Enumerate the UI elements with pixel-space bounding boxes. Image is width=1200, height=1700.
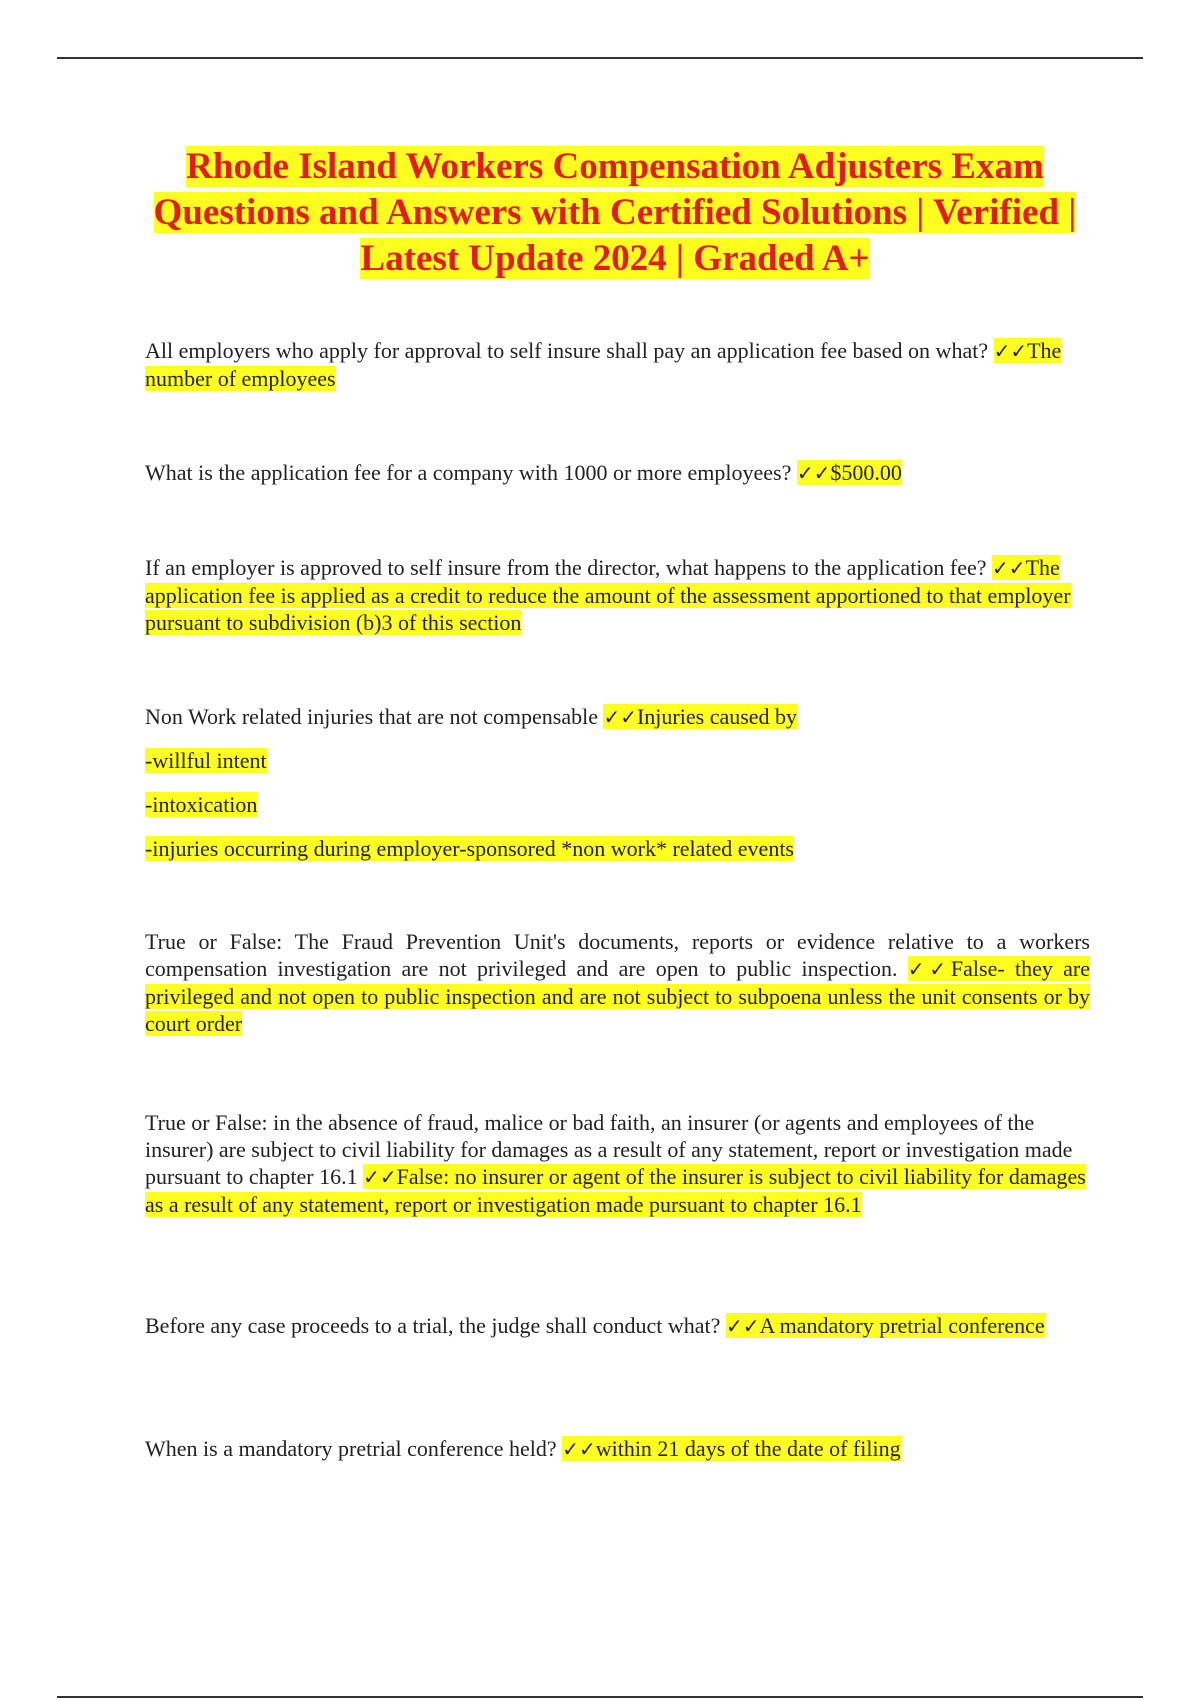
answer-list-item: -injuries occurring during employer-sponsored *non work* related events xyxy=(145,836,794,861)
answer-text: Injuries caused by xyxy=(636,704,798,729)
answer-text: The number of employees xyxy=(145,338,1062,391)
qa-item-1 xyxy=(145,337,1090,392)
answer-text: within 21 days of the date of filing xyxy=(595,1436,901,1461)
question-text: All employers who apply for approval to self insure shall pay an application fee based on what? xyxy=(145,338,989,363)
qa-item-8 xyxy=(145,1435,1090,1463)
question-text: What is the application fee for a company with 1000 or more employees? xyxy=(145,460,792,485)
answer-text: A mandatory pretrial conference xyxy=(759,1313,1045,1338)
answer-list-item: -willful intent xyxy=(145,748,267,773)
answer-text: The application fee is applied as a credit to reduce the amount of the assessment apportioned to that employer pursuant to subdivision (b)3 of this section xyxy=(145,555,1071,635)
checkmark-icon: ✓✓ xyxy=(603,705,637,729)
checkmark-icon: ✓✓ xyxy=(796,461,831,485)
checkmark-icon: ✓✓ xyxy=(993,339,1028,363)
question-text: True or False: in the absence of fraud, malice or bad faith, an insurer (or agents and employees of the insurer) are subject to civil liability for damages as a result of any statement, report or investigation made pursuant to chapter 16.1 xyxy=(145,1110,1073,1189)
question-text: When is a mandatory pretrial conference held? xyxy=(145,1436,557,1461)
answer-text: False: no insurer or agent of the insurer is subject to civil liability for damages as a result of any statement, report or investigation made pursuant to chapter 16.1 xyxy=(145,1164,1086,1217)
checkmark-icon: ✓✓ xyxy=(725,1314,760,1338)
qa-item-3 xyxy=(145,554,1090,636)
qa-item-5 xyxy=(145,928,1090,1037)
answer-text: $500.00 xyxy=(830,460,902,485)
checkmark-icon: ✓✓ xyxy=(363,1165,397,1189)
qa-item-4 xyxy=(145,703,1090,731)
answer-text: False- they are privileged and not open to public inspection and are not subject to subpoena unless the unit consents or by court order xyxy=(145,956,1091,1036)
qa-item-2 xyxy=(145,459,1090,487)
question-text: Before any case proceeds to a trial, the judge shall conduct what? xyxy=(145,1313,721,1338)
checkmark-icon: ✓✓ xyxy=(907,957,951,981)
answer-list-item: -intoxication xyxy=(145,792,258,817)
top-rule xyxy=(57,57,1143,59)
checkmark-icon: ✓✓ xyxy=(992,556,1026,580)
bottom-rule xyxy=(57,1696,1143,1698)
question-text: Non Work related injuries that are not compensable xyxy=(145,704,598,729)
question-text: If an employer is approved to self insure from the director, what happens to the application fee? xyxy=(145,555,987,580)
checkmark-icon: ✓✓ xyxy=(562,1437,596,1461)
document-title: Rhode Island Workers Compensation Adjusters Exam Questions and Answers with Certified Solutions | Verified | Latest Update 2024 | Graded A+ xyxy=(153,146,1077,279)
qa-item-6 xyxy=(145,1109,1090,1218)
question-text: True or False: The Fraud Prevention Unit's documents, reports or evidence relative to a workers compensation investigation are not privileged and are open to public inspection. xyxy=(145,929,1090,981)
qa-item-7 xyxy=(145,1312,1090,1340)
